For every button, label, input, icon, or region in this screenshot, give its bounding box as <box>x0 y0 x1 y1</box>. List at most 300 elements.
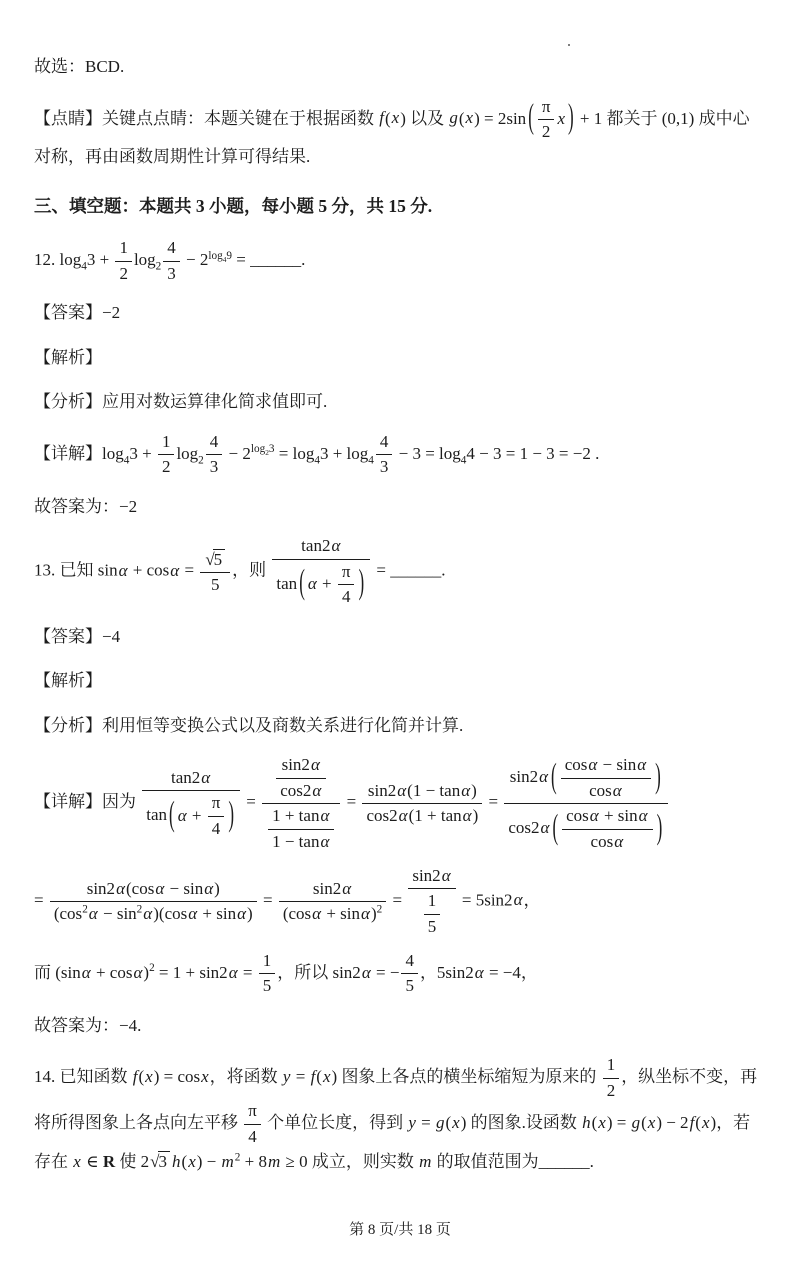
math-text: ( <box>181 1152 188 1172</box>
numerator <box>244 1101 261 1123</box>
math-text: ) = cos <box>153 1067 201 1087</box>
denominator <box>376 454 393 477</box>
math-variable: α <box>177 806 187 826</box>
math-text: 4 <box>209 432 219 452</box>
math-text: = − <box>371 962 400 982</box>
math-superscript: 2 <box>82 903 88 916</box>
math-text: = log <box>274 443 315 463</box>
denominator <box>200 572 230 595</box>
right-paren: ) <box>568 96 574 136</box>
math-text: 1 + tan <box>414 806 462 826</box>
math-text: tan2 <box>171 768 201 788</box>
fraction <box>272 536 370 607</box>
math-text: cos <box>590 831 614 851</box>
paren-content <box>560 806 654 852</box>
denominator <box>538 119 555 142</box>
math-text: ∈ <box>81 1152 103 1172</box>
numerator <box>424 891 441 913</box>
numerator <box>158 432 175 454</box>
math-superscript <box>250 443 275 458</box>
answer-13 <box>34 622 766 653</box>
math-text: ) <box>710 1113 717 1133</box>
denominator <box>338 584 355 607</box>
math-text: ( <box>316 1067 322 1087</box>
math-text: = ______. <box>372 560 446 580</box>
math-text: log <box>133 250 156 270</box>
denominator <box>401 973 418 996</box>
math-text: − sin <box>598 755 637 775</box>
math-text: 4 <box>167 238 176 258</box>
math-subscript: 4 <box>123 454 130 467</box>
math-text: 4 <box>341 587 351 607</box>
numerator <box>206 432 223 454</box>
math-text: = <box>484 792 503 812</box>
math-text: 【答案】−2 <box>34 303 121 323</box>
numerator <box>259 951 276 973</box>
numerator <box>338 562 355 584</box>
math-text: 5 <box>213 549 223 569</box>
math-superscript: 2 <box>136 903 143 916</box>
numerator <box>401 951 418 973</box>
numerator <box>279 879 386 901</box>
denominator <box>272 559 370 608</box>
math-text: = <box>180 560 199 580</box>
numerator <box>272 536 370 558</box>
numerator <box>562 806 652 828</box>
math-text: π <box>248 1101 257 1121</box>
math-text: 3 <box>167 263 176 283</box>
math-text: ) <box>400 108 406 128</box>
fraction <box>338 562 355 608</box>
paren-content <box>177 793 227 839</box>
denominator <box>259 973 276 996</box>
denominator <box>262 803 340 852</box>
math-text: 2 <box>606 1080 616 1100</box>
math-text: 4 <box>211 818 221 838</box>
math-text: log <box>250 443 266 456</box>
math-text: 1 <box>606 1055 616 1075</box>
math-text: 个单位长度，得到 <box>262 1113 408 1133</box>
math-text: = <box>242 792 261 812</box>
math-variable: x <box>701 1113 710 1133</box>
numerator <box>276 755 326 777</box>
denominator <box>158 454 175 477</box>
key-insight-note <box>34 97 766 173</box>
math-variable: α <box>201 768 211 788</box>
math-text: sin2 <box>86 878 116 898</box>
math-text: 1 − tan <box>412 780 461 800</box>
math-variable: g <box>631 1113 641 1133</box>
math-text: 【详解】因为 <box>34 792 141 812</box>
fraction <box>259 951 276 997</box>
math-variable: x <box>201 1067 209 1087</box>
sqrt-radical <box>150 1147 170 1178</box>
math-variable: f <box>379 108 384 128</box>
math-text: 4 <box>379 432 389 452</box>
math-text: cos <box>131 878 155 898</box>
math-text: 12. log <box>34 250 82 270</box>
math-text: = −4， <box>484 962 538 982</box>
question-14 <box>34 1055 766 1177</box>
question-13 <box>34 536 766 607</box>
math-variable: h <box>172 1152 181 1172</box>
math-text: 1 <box>119 238 128 258</box>
math-text: 5 <box>427 916 437 936</box>
final-answer-12 <box>34 492 766 523</box>
fraction <box>562 806 652 852</box>
math-text: + 1 都关于 (0,1) 成中心对称，再由函数周期性计算可得结果. <box>34 108 750 167</box>
math-variable: α <box>588 755 598 775</box>
math-variable: α <box>320 806 330 826</box>
math-text: ( <box>138 1067 145 1087</box>
math-variable: α <box>513 890 523 910</box>
math-text: + sin <box>599 806 638 826</box>
math-text: 【解析】 <box>34 347 102 367</box>
math-text: ，若存在 <box>34 1113 751 1172</box>
paren-content <box>536 97 566 143</box>
math-variable: α <box>312 904 322 923</box>
math-text: ≥ 0 成立，则实数 <box>281 1152 419 1172</box>
math-text: + sin <box>322 904 361 923</box>
numerator <box>200 549 230 572</box>
left-paren: ( <box>126 878 132 898</box>
paren-group <box>526 97 575 143</box>
math-variable: α <box>361 962 371 982</box>
denominator <box>424 914 441 937</box>
denominator <box>276 778 326 801</box>
math-text: ，则 <box>232 560 271 580</box>
left-paren: ( <box>55 962 61 982</box>
denominator <box>408 888 455 937</box>
fraction <box>115 238 132 284</box>
math-text: ) = <box>606 1113 631 1133</box>
numerator <box>362 781 482 803</box>
math-variable: x <box>322 1067 331 1087</box>
math-subscript: 4 <box>222 254 227 264</box>
math-subscript: 4 <box>81 260 87 273</box>
math-variable: α <box>638 806 648 826</box>
math-superscript: 2 <box>234 1151 241 1164</box>
math-text: + 8 <box>240 1152 267 1172</box>
paren-group <box>549 755 663 801</box>
math-variable: α <box>398 806 408 826</box>
math-text: = <box>342 792 361 812</box>
math-variable: m <box>267 1152 281 1172</box>
math-text: 9 <box>226 249 233 262</box>
math-variable: α <box>133 962 143 982</box>
math-variable: α <box>397 780 407 800</box>
right-paren: ) <box>214 878 220 898</box>
math-variable: α <box>589 806 599 826</box>
math-text: 4 − 3 = 1 − 3 = −2 . <box>466 443 600 463</box>
math-text: ( <box>445 1113 452 1133</box>
math-text: ( <box>695 1113 701 1133</box>
math-variable: α <box>118 560 128 580</box>
left-paren: ( <box>299 562 305 602</box>
paren-content <box>307 562 357 608</box>
math-variable: α <box>331 536 341 556</box>
denominator <box>562 829 652 852</box>
fraction <box>504 755 668 852</box>
denominator <box>208 816 225 839</box>
math-text: 5 <box>210 574 220 594</box>
numerator <box>208 793 225 815</box>
math-variable: α <box>237 904 247 923</box>
math-variable: α <box>637 755 647 775</box>
math-text: cos <box>164 904 188 923</box>
math-variable: α <box>342 878 352 898</box>
fraction <box>603 1055 620 1101</box>
math-text: ( <box>591 1113 598 1133</box>
math-bold-symbol: R <box>102 1152 116 1172</box>
math-variable: α <box>474 962 484 982</box>
fraction <box>279 879 386 925</box>
math-text: 【点睛】关键点点睛：本题关键在于根据函数 <box>34 108 379 128</box>
fraction <box>163 238 180 284</box>
math-text: 以及 <box>405 108 449 128</box>
paren-content <box>559 755 653 801</box>
fill-in-section-heading <box>34 191 766 223</box>
math-text: cos <box>564 755 588 775</box>
math-text: 5 <box>262 976 272 996</box>
fraction <box>262 755 340 852</box>
numerator <box>163 238 180 260</box>
math-variable: x <box>73 1152 81 1172</box>
math-text: cos <box>288 904 312 923</box>
math-text: 5 <box>405 976 414 996</box>
fraction <box>276 755 326 801</box>
math-text: 2 <box>541 121 551 141</box>
math-variable: h <box>582 1113 591 1133</box>
solution-12 <box>34 432 766 478</box>
paren-group <box>297 562 366 608</box>
math-variable: α <box>81 962 91 982</box>
math-variable: α <box>116 878 125 898</box>
math-text: − 2 <box>181 250 209 270</box>
math-text: π <box>211 793 221 813</box>
math-variable: α <box>88 904 98 923</box>
math-variable: y <box>408 1113 416 1133</box>
math-subscript: 4 <box>314 454 320 467</box>
numerator <box>561 755 651 777</box>
math-text: sin2 <box>281 755 310 775</box>
denominator <box>142 790 240 839</box>
math-subscript: 2 <box>155 260 162 273</box>
math-text: 的取值范围为______. <box>432 1152 594 1172</box>
left-paren: ( <box>407 780 413 800</box>
sqrt-radical <box>205 549 225 570</box>
math-text: 3 + log <box>319 443 369 463</box>
math-text: ) = 2sin <box>474 108 527 128</box>
math-variable: α <box>155 878 165 898</box>
math-text: 1 − tan <box>272 831 320 851</box>
math-subscript: 4 <box>368 454 374 467</box>
analysis-12 <box>34 387 766 418</box>
math-text: = 5sin2 <box>457 890 513 910</box>
math-text: cos <box>566 806 589 826</box>
math-text: cos <box>589 780 612 800</box>
fraction <box>376 432 393 478</box>
math-variable: g <box>435 1113 445 1133</box>
math-variable: α <box>614 831 624 851</box>
math-variable: x <box>647 1113 656 1133</box>
fraction <box>158 432 175 478</box>
final-answer-13 <box>34 1011 766 1042</box>
math-subscript: 4 <box>460 454 467 467</box>
math-text: = <box>258 890 277 910</box>
math-text: 3 + <box>129 443 156 463</box>
right-paren: ) <box>143 962 150 982</box>
math-text: = <box>34 890 48 910</box>
math-variable: m <box>221 1152 234 1172</box>
math-text: 3 <box>379 457 389 477</box>
math-variable: x <box>145 1067 153 1087</box>
math-variable: α <box>204 878 214 898</box>
math-text: 【分析】应用对数运算律化简求值即可. <box>34 392 328 412</box>
math-superscript: 2 <box>149 962 155 975</box>
math-text: ， <box>523 890 541 910</box>
math-text: ，将函数 <box>209 1067 282 1087</box>
denominator <box>362 803 482 826</box>
math-text: tan <box>276 573 298 593</box>
math-variable: f <box>132 1067 138 1087</box>
math-variable: α <box>540 817 550 837</box>
math-superscript: 2 <box>376 903 383 916</box>
math-text: 1 <box>427 891 437 911</box>
math-variable: f <box>310 1067 316 1087</box>
math-text: + cos <box>128 560 170 580</box>
fraction <box>244 1101 261 1147</box>
page-footer: 第 8 页/共 18 页 <box>349 1221 451 1238</box>
denominator <box>268 829 334 852</box>
math-text: ) − 2 <box>656 1113 689 1133</box>
math-variable: y <box>282 1067 291 1087</box>
math-text: 3 <box>268 443 275 456</box>
math-text: + <box>317 574 336 594</box>
radical-sign-icon: √ <box>205 549 215 569</box>
math-text: cos2 <box>366 806 398 826</box>
math-text: 4 <box>405 951 414 971</box>
math-text: ) <box>331 1067 338 1087</box>
math-variable: x <box>465 108 474 128</box>
math-variable: α <box>361 904 370 923</box>
math-variable: α <box>312 780 322 800</box>
math-text: 而 <box>34 962 56 982</box>
math-text: ) <box>460 1113 467 1133</box>
right-paren: ) <box>655 756 661 796</box>
paren-group <box>550 806 664 852</box>
math-text: sin2 <box>509 767 539 787</box>
fraction <box>268 806 334 852</box>
math-variable: α <box>170 560 180 580</box>
math-text: = <box>388 890 407 910</box>
math-text: ( <box>458 108 465 128</box>
math-text: − sin <box>98 904 137 923</box>
paren-group <box>167 793 236 839</box>
math-text: ，5sin2 <box>419 962 474 982</box>
math-text: ，纵坐标不变，再将所得图象上各点向左平移 <box>34 1067 758 1133</box>
math-variable: g <box>449 108 458 128</box>
analysis-13 <box>34 711 766 742</box>
math-variable: α <box>320 831 330 851</box>
fraction <box>142 768 240 839</box>
math-text: sin2 <box>312 878 342 898</box>
math-variable: α <box>143 904 153 923</box>
math-variable: α <box>462 806 472 826</box>
math-text: π <box>541 96 551 116</box>
math-text: 的图象.设函数 <box>466 1113 582 1133</box>
math-text: cos2 <box>508 817 540 837</box>
left-paren: ( <box>282 904 289 923</box>
math-variable: x <box>391 108 400 128</box>
chosen-answer <box>34 52 766 83</box>
math-text: 【详解】log <box>34 443 124 463</box>
solution-13-line-1 <box>34 755 766 852</box>
right-paren: ) <box>472 806 479 826</box>
math-text: 故答案为：−2 <box>34 496 138 516</box>
explanation-label-12 <box>34 343 766 374</box>
math-text: log <box>176 443 199 463</box>
math-text: − 2 <box>224 443 251 463</box>
fraction <box>401 951 418 997</box>
fraction <box>208 793 225 839</box>
fraction <box>538 97 555 143</box>
math-text: 13. 已知 sin <box>34 560 118 580</box>
right-paren: ) <box>358 562 365 602</box>
denominator <box>163 261 180 284</box>
math-text: 3 <box>158 1152 168 1172</box>
denominator <box>50 901 257 924</box>
fraction <box>50 879 257 925</box>
math-variable: x <box>598 1113 606 1133</box>
math-subscript: 2 <box>265 448 269 458</box>
answer-12 <box>34 298 766 329</box>
left-paren: ( <box>408 806 415 826</box>
numerator <box>50 879 257 901</box>
solution-13-line-3 <box>34 951 766 997</box>
math-text: 2 <box>161 457 171 477</box>
math-text: = <box>291 1067 310 1087</box>
math-text: 三、填空题：本题共 3 小题，每小题 5 分，共 15 分. <box>34 195 433 216</box>
math-text: 2 <box>119 263 128 283</box>
math-text: − 3 = log <box>394 443 461 463</box>
math-text: 故选：BCD. <box>34 57 125 76</box>
math-text: sin2 <box>412 865 441 885</box>
math-text: ，所以 sin2 <box>277 962 361 982</box>
right-paren: ) <box>471 780 477 800</box>
math-text: + sin <box>198 904 237 923</box>
math-text: − sin <box>165 878 204 898</box>
math-text: log <box>208 249 223 262</box>
radicand <box>213 549 226 570</box>
math-text: 4 <box>248 1126 257 1146</box>
math-text: 故答案为：−4. <box>34 1015 142 1035</box>
math-text: 【分析】利用恒等变换公式以及商数关系进行化简并计算. <box>34 715 464 735</box>
numerator <box>262 755 340 803</box>
fraction <box>200 549 230 596</box>
math-text: + <box>187 806 206 826</box>
math-text: 使 2 <box>115 1152 150 1172</box>
solution-13-line-2 <box>34 866 766 937</box>
numerator <box>408 866 455 888</box>
math-text: ( <box>641 1113 647 1133</box>
fraction <box>424 891 441 937</box>
stray-mark <box>568 44 570 46</box>
math-text: cos2 <box>280 780 312 800</box>
fraction <box>362 781 482 827</box>
numerator <box>142 768 240 790</box>
right-paren: ) <box>370 904 377 923</box>
